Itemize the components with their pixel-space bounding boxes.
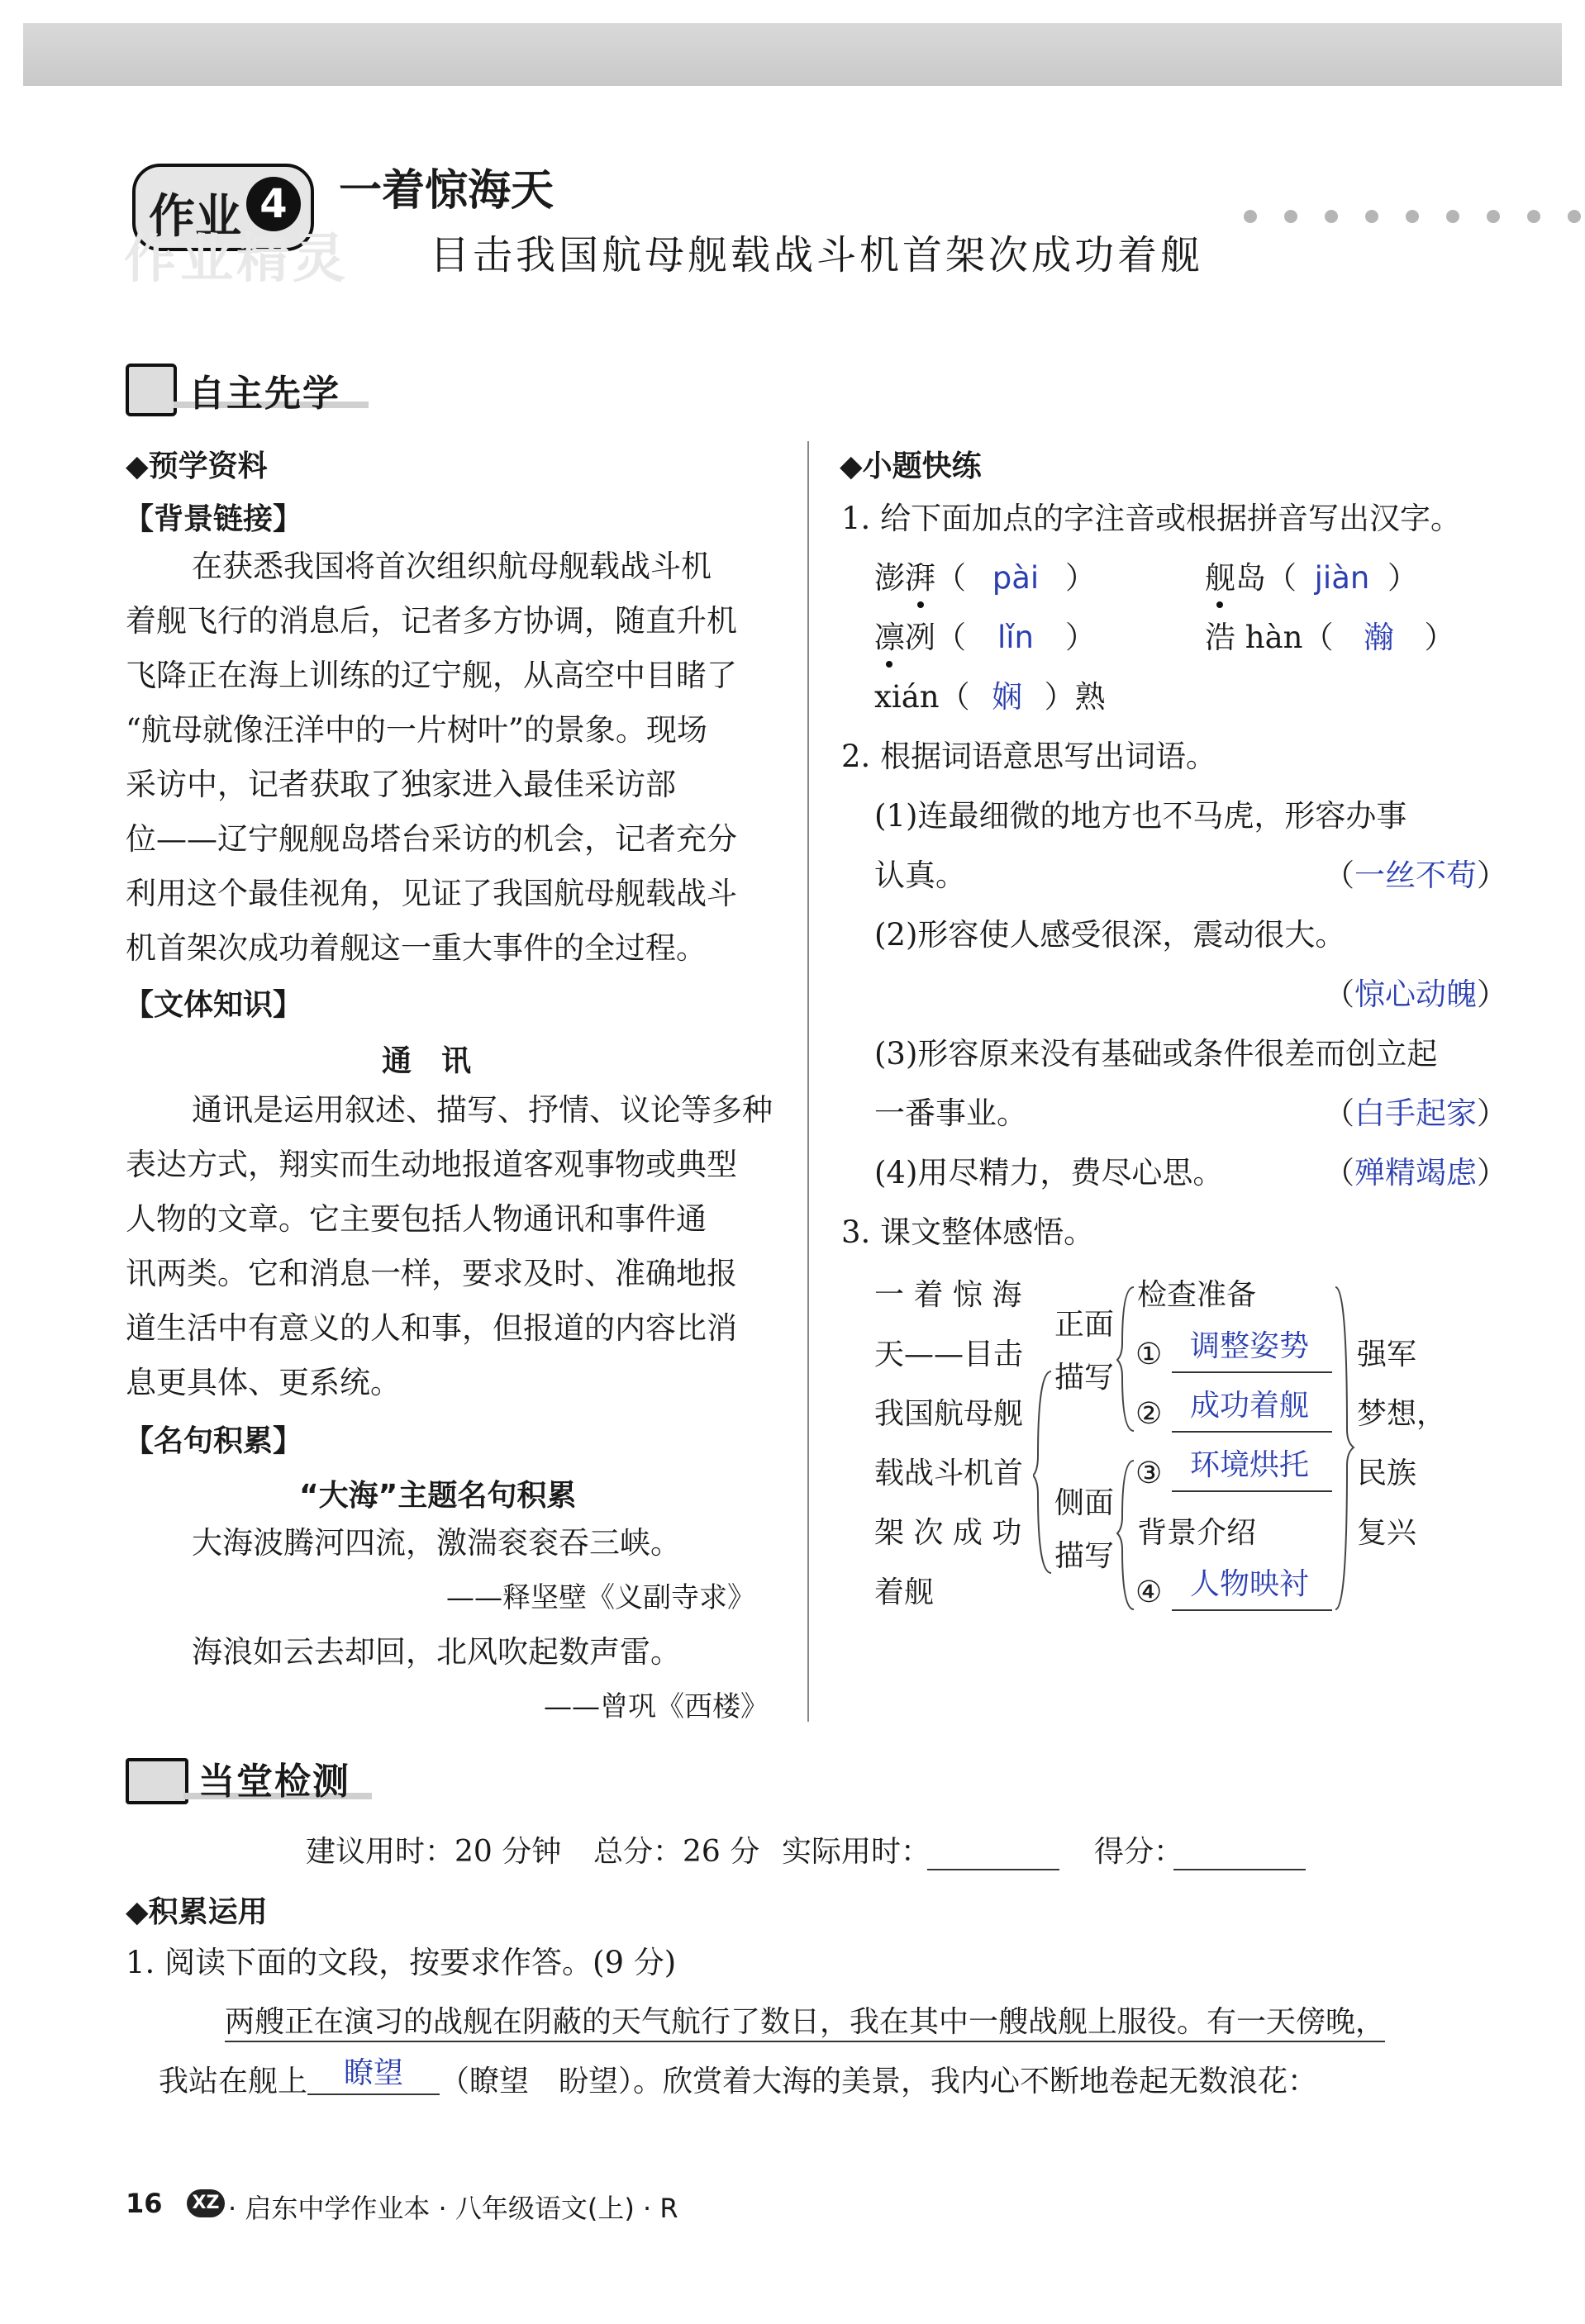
emphasis-dot bbox=[1216, 601, 1223, 608]
genre-heading: 【文体知识】 bbox=[124, 988, 303, 1022]
book-icon bbox=[126, 1758, 188, 1804]
q1-answer: lǐn bbox=[997, 620, 1034, 655]
score-label: 得分： bbox=[1094, 1835, 1184, 1869]
q1-item-xianshu: xián（ 娴 ）熟 bbox=[874, 679, 1106, 715]
q2-item-1-cont: 认真。 bbox=[874, 858, 966, 893]
q3-left-line: 着舰 bbox=[874, 1575, 935, 1609]
q3-blank-4 bbox=[1172, 1609, 1332, 1611]
q3-n1: ① bbox=[1135, 1338, 1163, 1371]
page-subtitle: 目击我国航母舰载战斗机首架次成功着舰 bbox=[430, 232, 1204, 278]
emphasis-dot bbox=[886, 661, 892, 668]
publisher-logo: XZ bbox=[187, 2189, 225, 2217]
quote-2-source: ——曾巩《西楼》 bbox=[544, 1690, 769, 1723]
time-actual: 实际用时： bbox=[782, 1835, 931, 1869]
page-number: 16 bbox=[126, 2188, 163, 2219]
q1-answer: jiàn bbox=[1314, 560, 1370, 596]
genre-line: 讯两类。它和消息一样，要求及时、准确地报 bbox=[126, 1256, 737, 1291]
passage-answer: 瞭望 bbox=[307, 2055, 440, 2095]
q3-blank-3 bbox=[1172, 1490, 1332, 1492]
background-line: 着舰飞行的消息后，记者多方协调，随直升机 bbox=[126, 603, 737, 639]
q2-item-3: (3)形容原来没有基础或条件很差而创立起 bbox=[874, 1036, 1438, 1072]
section2-q1-prompt: 1. 阅读下面的文段，按要求作答。(9 分) bbox=[126, 1945, 677, 1980]
q3-prompt: 3. 课文整体感悟。 bbox=[841, 1214, 1095, 1250]
q2-item-4: (4)用尽精力，费尽心思。 bbox=[874, 1155, 1224, 1191]
background-line: 在获悉我国将首次组织航母舰载战斗机 bbox=[192, 549, 712, 584]
q1-answer: 娴 bbox=[992, 679, 1023, 715]
q2-answer-1: （一丝不苟） bbox=[1324, 858, 1507, 893]
q3-right-bracket bbox=[1332, 1272, 1357, 1619]
watermark: 作业精灵 bbox=[124, 229, 349, 290]
q3-left-line: 载战斗机首 bbox=[874, 1457, 1024, 1490]
background-line: “航母就像汪洋中的一片树叶”的景象。现场 bbox=[126, 712, 707, 748]
q3-answer-1: 调整姿势 bbox=[1190, 1329, 1310, 1363]
badge-label: 作业 bbox=[149, 190, 241, 244]
q2-answer-2: （惊心动魄） bbox=[1324, 977, 1507, 1012]
exercise-heading: ◆小题快练 bbox=[840, 449, 982, 483]
background-line: 位——辽宁舰舰岛塔台采访的机会，记者充分 bbox=[126, 821, 737, 857]
q1-item-jiandao: 舰岛（ jiàn ） bbox=[1205, 560, 1418, 596]
practice-heading: ◆积累运用 bbox=[126, 1895, 268, 1929]
q3-left-line: 天——目击 bbox=[874, 1338, 1024, 1371]
background-heading: 【背景链接】 bbox=[124, 502, 303, 536]
actual-time-blank[interactable] bbox=[927, 1869, 1059, 1870]
genre-line: 息更具体、更系统。 bbox=[126, 1365, 401, 1400]
emphasis-dot bbox=[917, 601, 924, 608]
quote-1-source: ——释坚壁《义副寺求》 bbox=[446, 1581, 755, 1614]
q1-item-linlie: 凛冽（ lǐn ） bbox=[874, 620, 1096, 655]
quotes-heading: 【名句积累】 bbox=[124, 1424, 303, 1458]
q1-prompt: 1. 给下面加点的字注音或根据拼音写出汉字。 bbox=[841, 501, 1462, 536]
time-suggest: 建议用时：20 分钟 bbox=[306, 1835, 562, 1869]
section-title-in-class-test: 当堂检测 bbox=[198, 1761, 350, 1803]
background-line: 飞降正在海上训练的辽宁舰，从高空中目睹了 bbox=[126, 658, 737, 693]
genre-line: 表达方式，翔实而生动地报道客观事物或典型 bbox=[126, 1147, 737, 1182]
prestudy-heading: ◆预学资料 bbox=[126, 449, 268, 483]
q2-item-2: (2)形容使人感受很深，震动很大。 bbox=[874, 917, 1346, 953]
genre-title: 通 讯 bbox=[382, 1044, 472, 1078]
q3-n2: ② bbox=[1135, 1397, 1163, 1431]
q3-front-b: 描写 bbox=[1054, 1361, 1115, 1395]
q3-answer-3: 环境烘托 bbox=[1190, 1448, 1310, 1482]
q1-item-pengpai: 澎湃（ pài ） bbox=[874, 560, 1096, 596]
q3-right-line: 民族 bbox=[1357, 1457, 1417, 1490]
q3-left-line: 架 次 成 功 bbox=[874, 1516, 1022, 1550]
q3-left-line: 我国航母舰 bbox=[874, 1397, 1024, 1431]
passage-line-2: 我站在舰上 瞭望 （瞭望 盼望）。欣赏着大海的美景，我内心不断地卷起无数浪花： bbox=[159, 2056, 1318, 2098]
q3-right-line: 复兴 bbox=[1357, 1516, 1417, 1550]
page-title: 一着惊海天 bbox=[339, 166, 555, 216]
genre-line: 通讯是运用叙述、描写、抒情、议论等多种 bbox=[192, 1092, 773, 1128]
q3-side-a: 侧面 bbox=[1054, 1486, 1115, 1520]
footer-text: · 启东中学作业本 · 八年级语文(上) · R bbox=[228, 2193, 678, 2224]
background-line: 采访中，记者获取了独家进入最佳采访部 bbox=[126, 767, 676, 802]
genre-line: 道生活中有意义的人和事，但报道的内容比消 bbox=[126, 1310, 737, 1346]
q3-blank-1 bbox=[1172, 1371, 1332, 1373]
q3-check: 检查准备 bbox=[1137, 1278, 1257, 1312]
q2-answer-4: （殚精竭虑） bbox=[1324, 1155, 1507, 1191]
q3-n3: ③ bbox=[1135, 1457, 1163, 1490]
q1-answer: 瀚 bbox=[1363, 620, 1394, 655]
passage-line-1: 两艘正在演习的战舰在阴蔽的天气航行了数日，我在其中一艘战舰上服役。有一天傍晚， bbox=[225, 2004, 1385, 2041]
section-title-self-study: 自主先学 bbox=[188, 373, 340, 415]
quotes-title: “大海”主题名句积累 bbox=[299, 1479, 577, 1513]
q3-right-line: 梦想， bbox=[1357, 1397, 1447, 1431]
q3-left-line: 一 着 惊 海 bbox=[874, 1278, 1022, 1312]
q3-front-a: 正面 bbox=[1054, 1308, 1115, 1342]
q3-right-line: 强军 bbox=[1357, 1338, 1417, 1371]
q2-item-1: (1)连最细微的地方也不马虎，形容办事 bbox=[874, 798, 1407, 834]
badge-number: 4 bbox=[246, 177, 301, 231]
quote-1: 大海波腾河四流，激湍衮衮吞三峡。 bbox=[192, 1525, 681, 1561]
quote-2: 海浪如云去却回，北风吹起数声雷。 bbox=[192, 1634, 681, 1670]
background-line: 利用这个最佳视角，见证了我国航母舰载战斗 bbox=[126, 876, 737, 911]
q2-prompt: 2. 根据词语意思写出词语。 bbox=[841, 739, 1217, 774]
decorative-dots bbox=[1244, 210, 1585, 226]
q3-blank-2 bbox=[1172, 1431, 1332, 1433]
q3-answer-4: 人物映衬 bbox=[1190, 1567, 1310, 1601]
q3-background: 背景介绍 bbox=[1137, 1516, 1257, 1550]
top-scan-band bbox=[23, 23, 1562, 86]
column-divider bbox=[807, 441, 809, 1722]
score-blank[interactable] bbox=[1173, 1869, 1306, 1870]
time-total: 总分：26 分 bbox=[593, 1835, 760, 1869]
q3-answer-2: 成功着舰 bbox=[1190, 1389, 1310, 1423]
background-line: 机首架次成功着舰这一重大事件的全过程。 bbox=[126, 930, 707, 966]
q2-answer-3: （白手起家） bbox=[1324, 1095, 1507, 1131]
q2-item-3-cont: 一番事业。 bbox=[874, 1095, 1027, 1131]
genre-line: 人物的文章。它主要包括人物通讯和事件通 bbox=[126, 1201, 707, 1237]
q3-side-b: 描写 bbox=[1054, 1539, 1115, 1573]
q3-n4: ④ bbox=[1135, 1575, 1163, 1609]
q1-item-haohan: 浩 hàn（ 瀚 ） bbox=[1205, 620, 1455, 655]
notebook-icon bbox=[126, 364, 177, 416]
q1-answer: pài bbox=[992, 560, 1040, 596]
